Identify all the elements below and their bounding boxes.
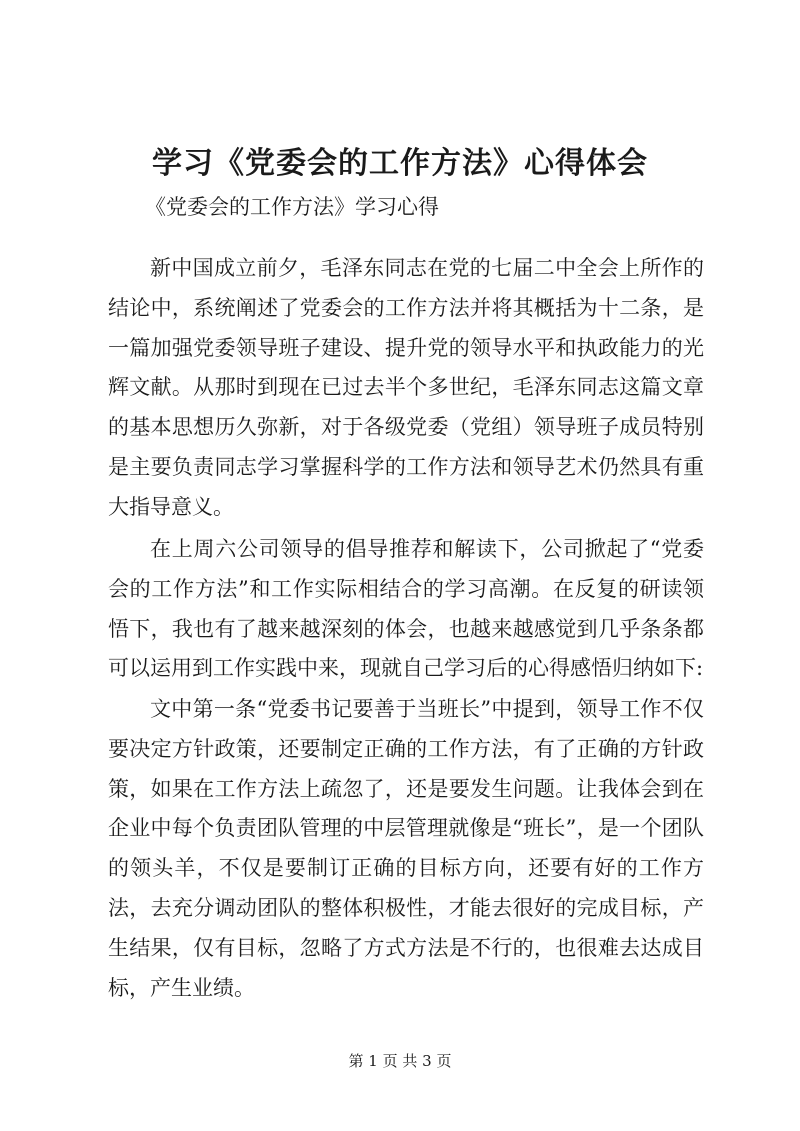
- paragraph-2: 在上周六公司领导的倡导推荐和解读下，公司掀起了“党委会的工作方法”和工作实际相结合的学习高潮。在反复的研读领悟下，我也有了越来越深刻的体会，也越来越感觉到几乎条条都可以运用到工作实践中来，现就自己学习后的心得感悟归纳如下:: [108, 537, 704, 681]
- paragraph-1: 新中国成立前夕，毛泽东同志在党的七届二中全会上所作的结论中，系统阐述了党委会的工作方法并将其概括为十二条，是一篇加强党委领导班子建设、提升党的领导水平和执政能力的光辉文献。从那时到现在已过去半个多世纪，毛泽东同志这篇文章的基本思想历久弥新，对于各级党委（党组）领导班子成员特别是主要负责同志学习掌握科学的工作方法和领导艺术仍然具有重大指导意义。: [108, 256, 704, 519]
- paragraph-3: 文中第一条“党委书记要善于当班长”中提到，领导工作不仅要决定方针政策，还要制定正确的工作方法，有了正确的方针政策，如果在工作方法上疏忽了，还是要发生问题。让我体会到在企业中每个负责团队管理的中层管理就像是“班长”，是一个团队的领头羊，不仅是要制订正确的目标方向，还要有好的工作方法，去充分调动团队的整体积极性，才能去很好的完成目标，产生结果，仅有目标，忽略了方式方法是不行的，也很难去达成目标，产生业绩。: [108, 697, 704, 1000]
- document-title: 学习《党委会的工作方法》心得体会: [152, 146, 648, 181]
- page-footer: 第 1 页 共 3 页: [348, 1052, 452, 1070]
- document-subtitle: 《党委会的工作方法》学习心得: [145, 195, 439, 219]
